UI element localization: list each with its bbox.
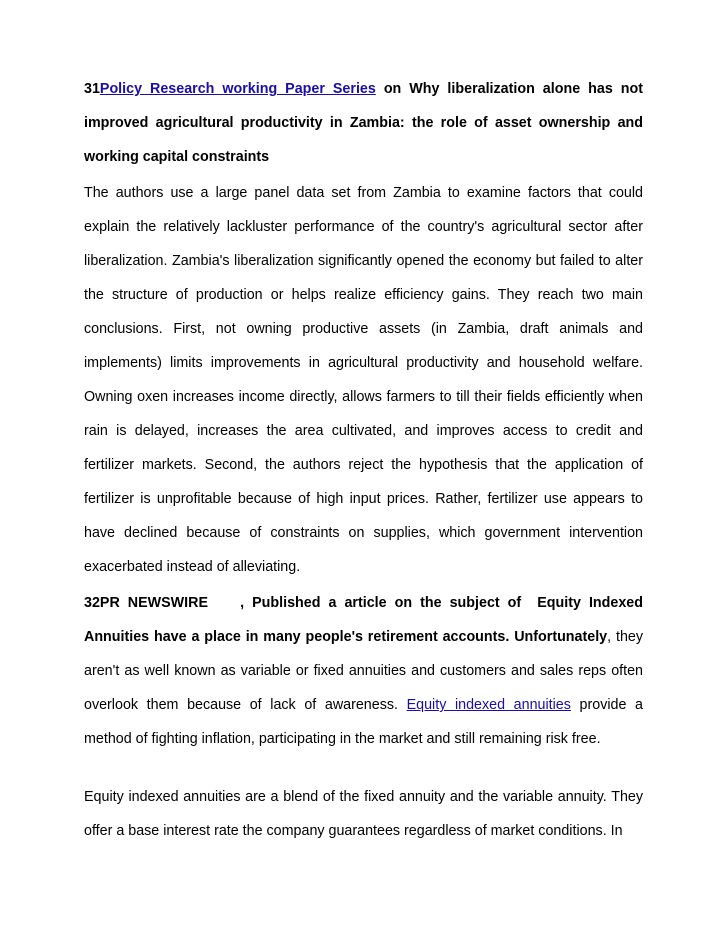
policy-research-link[interactable]: Policy Research working Paper Series <box>99 81 376 97</box>
entry-number: 31 <box>84 81 100 97</box>
equity-indexed-annuities-link[interactable]: Equity indexed annuities <box>406 697 571 713</box>
annuities-paragraph: Equity indexed annuities are a blend of the fixed annuity and the variable annuity. They offer a base interest rate the company guarantees regardless of market conditions. In <box>84 789 643 839</box>
entry-32-paragraph <box>84 586 643 756</box>
entry-32-text: , they aren't as well known as variable or fixed annuities and customers and sales reps often overlook them because of lack of awareness. <box>84 629 644 713</box>
entry-32-text-end: provide a method of fighting inflation, participating in the market and still remaining risk free. <box>84 697 643 747</box>
entry-31-heading <box>84 72 643 174</box>
entry-31-summary: The authors use a large panel data set from Zambia to examine factors that could explain the relatively lackluster performance of the country's agricultural sector after liberalization. Zambia's liberalization significantly opened the economy but failed to alter the structure of production or helps realize efficiency gains. They reach two main conclusions. First, not owning productive assets (in Zambia, draft animals and implements) limits improvements in agricultural productivity and household welfare. Owning oxen increases income directly, allows farmers to till their fields efficiently when rain is delayed, increases the area cultivated, and improves access to credit and fertilizer markets. Second, the authors reject the hypothesis that the application of fertilizer is unprofitable because of high input prices. Rather, fertilizer use appears to have declined because of constraints on supplies, which government intervention exacerbated instead of alleviating. <box>84 185 643 575</box>
entry-32-lead: 32PR NEWSWIRE , Published a article on the subject of Equity Indexed Annuities have a place in many people's retirement accounts. Unfortunately <box>84 595 643 645</box>
entry-31-title: on Why liberalization alone has not improved agricultural productivity in Zambia: the role of asset ownership and working capital constraints <box>84 81 643 165</box>
document-page <box>84 72 643 848</box>
